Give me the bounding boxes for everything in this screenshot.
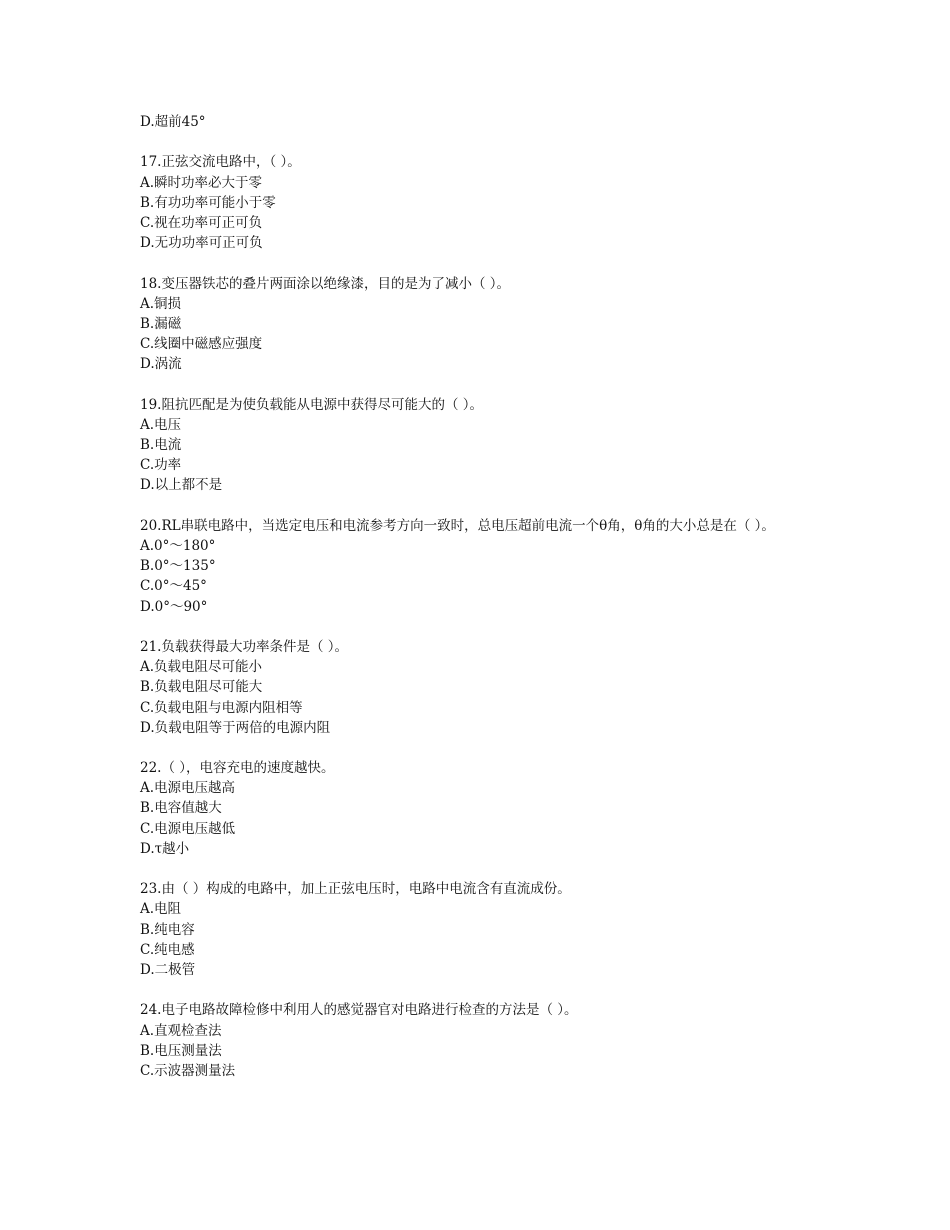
document-page	[140, 112, 830, 1101]
leading-option-line: D.超前45°	[140, 114, 206, 130]
answer-option: D.涡流	[140, 356, 182, 373]
answer-option: C.0°～45°	[140, 578, 207, 595]
answer-option: C.线圈中磁感应强度	[140, 336, 263, 353]
question-block	[140, 1000, 830, 1081]
answer-option: D.二极管	[140, 961, 196, 978]
answer-option: A.电源电压越高	[140, 780, 236, 797]
answer-option: A.铜损	[140, 295, 182, 312]
question-stem: 19.阻抗匹配是为使负载能从电源中获得尽可能大的（ ）。	[140, 396, 484, 413]
answer-option: A.直观检查法	[140, 1022, 222, 1039]
question-stem: 21.负载获得最大功率条件是（ ）。	[140, 638, 349, 655]
spacer	[140, 132, 830, 152]
answer-option: B.电容值越大	[140, 800, 222, 817]
question-stem: 20.RL串联电路中，当选定电压和电流参考方向一致时，总电压超前电流一个θ角，θ角的大小总是在（ ）。	[140, 517, 775, 534]
question-stem: 22.（ ），电容充电的速度越快。	[140, 760, 335, 777]
question-stem: 24.电子电路故障检修中利用人的感觉器官对电路进行检查的方法是（ ）。	[140, 1002, 578, 1019]
question-block	[140, 637, 830, 738]
answer-option: B.负载电阻尽可能大	[140, 679, 263, 696]
answer-option: C.负载电阻与电源内阻相等	[140, 699, 303, 716]
answer-option: C.电源电压越低	[140, 820, 236, 837]
answer-option: B.电流	[140, 437, 182, 454]
question-block	[140, 758, 830, 859]
answer-option: D.0°～90°	[140, 598, 208, 615]
answer-option: C.功率	[140, 457, 182, 474]
question-stem: 18.变压器铁芯的叠片两面涂以绝缘漆，目的是为了减小（ ）。	[140, 275, 511, 292]
answer-option: D.无功功率可正可负	[140, 235, 263, 252]
answer-option: A.电压	[140, 416, 182, 433]
answer-option: D.负载电阻等于两倍的电源内阻	[140, 719, 331, 736]
answer-option: A.瞬时功率必大于零	[140, 174, 263, 191]
question-block	[140, 879, 830, 980]
question-block	[140, 274, 830, 375]
answer-option: B.有功功率可能小于零	[140, 194, 276, 211]
question-block	[140, 152, 830, 253]
answer-option: B.0°～135°	[140, 558, 216, 575]
question-block	[140, 516, 830, 617]
question-block	[140, 395, 830, 496]
question-stem: 17.正弦交流电路中，（ ）。	[140, 154, 301, 171]
answer-option: C.纯电感	[140, 941, 195, 958]
answer-option: B.纯电容	[140, 921, 195, 938]
answer-option: A.电阻	[140, 901, 182, 918]
question-list	[140, 152, 830, 1081]
answer-option: A.负载电阻尽可能小	[140, 659, 263, 676]
question-stem: 23.由（ ）构成的电路中，加上正弦电压时，电路中电流含有直流成份。	[140, 881, 571, 898]
answer-option: B.电压测量法	[140, 1042, 222, 1059]
answer-option: D.τ越小	[140, 840, 190, 857]
answer-option: D.以上都不是	[140, 477, 223, 494]
answer-option: C.视在功率可正可负	[140, 214, 263, 231]
answer-option: C.示波器测量法	[140, 1062, 236, 1079]
answer-option: A.0°～180°	[140, 538, 216, 554]
answer-option: B.漏磁	[140, 315, 182, 332]
